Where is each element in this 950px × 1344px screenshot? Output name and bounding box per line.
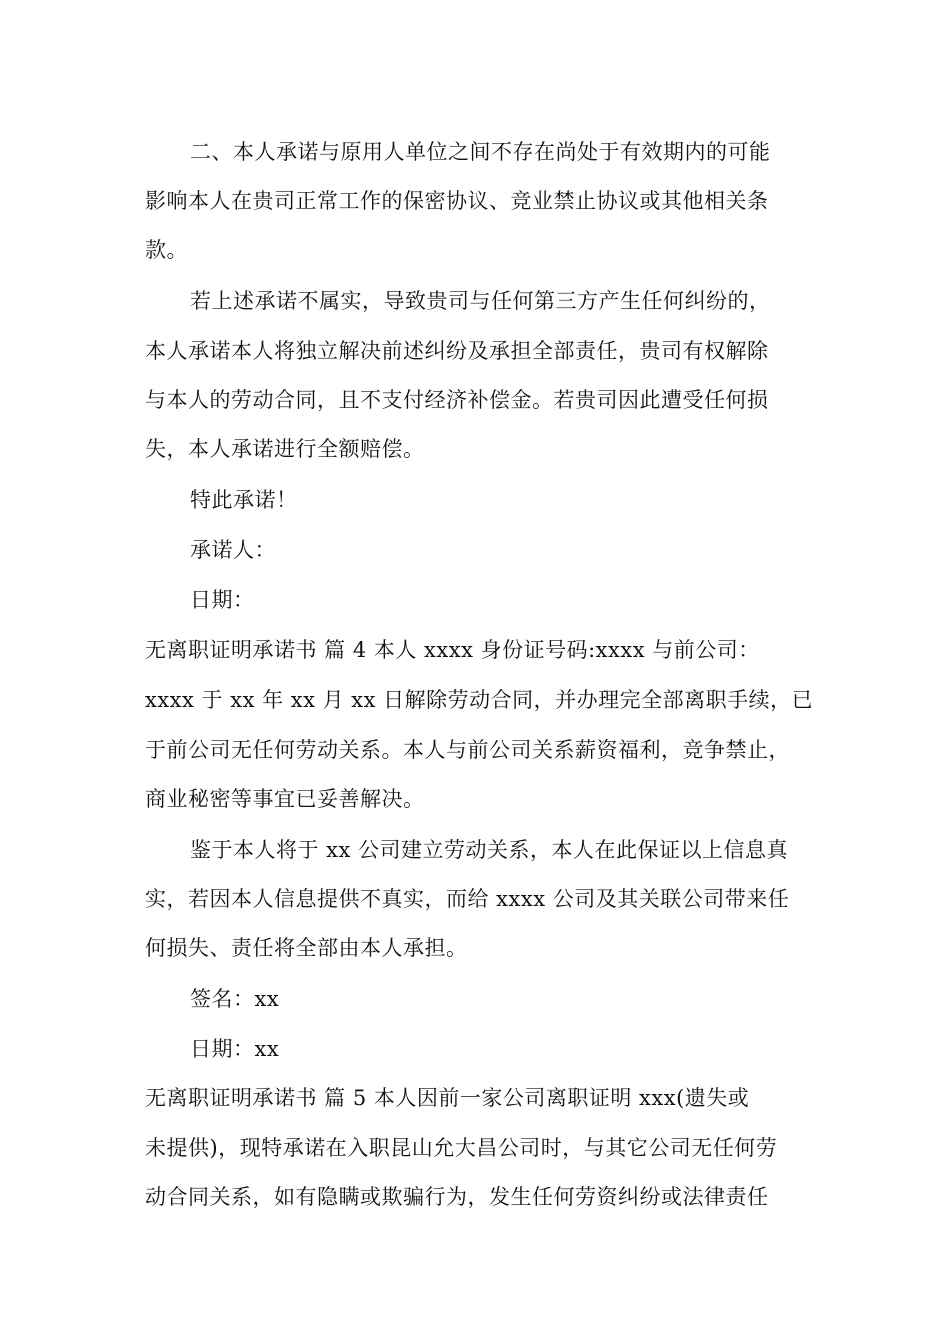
text-line: 二、本人承诺与原用人单位之间不存在尚处于有效期内的可能 xyxy=(190,140,771,164)
text-line: 特此承诺！ xyxy=(190,488,298,512)
text-line: 何损失、责任将全部由本人承担。 xyxy=(145,936,468,960)
text-line: 实，若因本人信息提供不真实，而给 xxxx 公司及其关联公司带来任 xyxy=(145,887,790,911)
signature-label: 签名：xx xyxy=(190,987,280,1011)
text-line: 商业秘密等事宜已妥善解决。 xyxy=(145,787,425,811)
text-line: 鉴于本人将于 xx 公司建立劳动关系，本人在此保证以上信息真 xyxy=(190,838,789,862)
text-line: xxxx 于 xx 年 xx 月 xx 日解除劳动合同，并办理完全部离职手续，已 xyxy=(145,688,814,712)
text-line: 未提供)，现特承诺在入职昆山允大昌公司时，与其它公司无任何劳 xyxy=(145,1136,778,1160)
text-line: 失，本人承诺进行全额赔偿。 xyxy=(145,437,425,461)
text-line: 于前公司无任何劳动关系。本人与前公司关系薪资福利，竞争禁止， xyxy=(145,738,790,762)
text-line: 影响本人在贵司正常工作的保密协议、竞业禁止协议或其他相关条 xyxy=(145,189,769,213)
date-label: 日期： xyxy=(190,588,255,612)
text-line: 动合同关系，如有隐瞒或欺骗行为，发生任何劳资纠纷或法律责任 xyxy=(145,1185,769,1209)
text-line: 与本人的劳动合同，且不支付经济补偿金。若贵司因此遭受任何损 xyxy=(145,388,769,412)
date-label: 日期：xx xyxy=(190,1037,280,1061)
text-line: 款。 xyxy=(145,238,188,262)
text-line: 本人承诺本人将独立解决前述纠纷及承担全部责任，贵司有权解除 xyxy=(145,339,769,363)
section-heading-5: 无离职证明承诺书 篇 5 本人因前一家公司离职证明 xxx(遗失或 xyxy=(145,1086,750,1110)
signer-label: 承诺人： xyxy=(190,538,276,562)
text-line: 若上述承诺不属实，导致贵司与任何第三方产生任何纠纷的， xyxy=(190,289,771,313)
section-heading-4: 无离职证明承诺书 篇 4 本人 xxxx 身份证号码:xxxx 与前公司： xyxy=(145,638,760,662)
